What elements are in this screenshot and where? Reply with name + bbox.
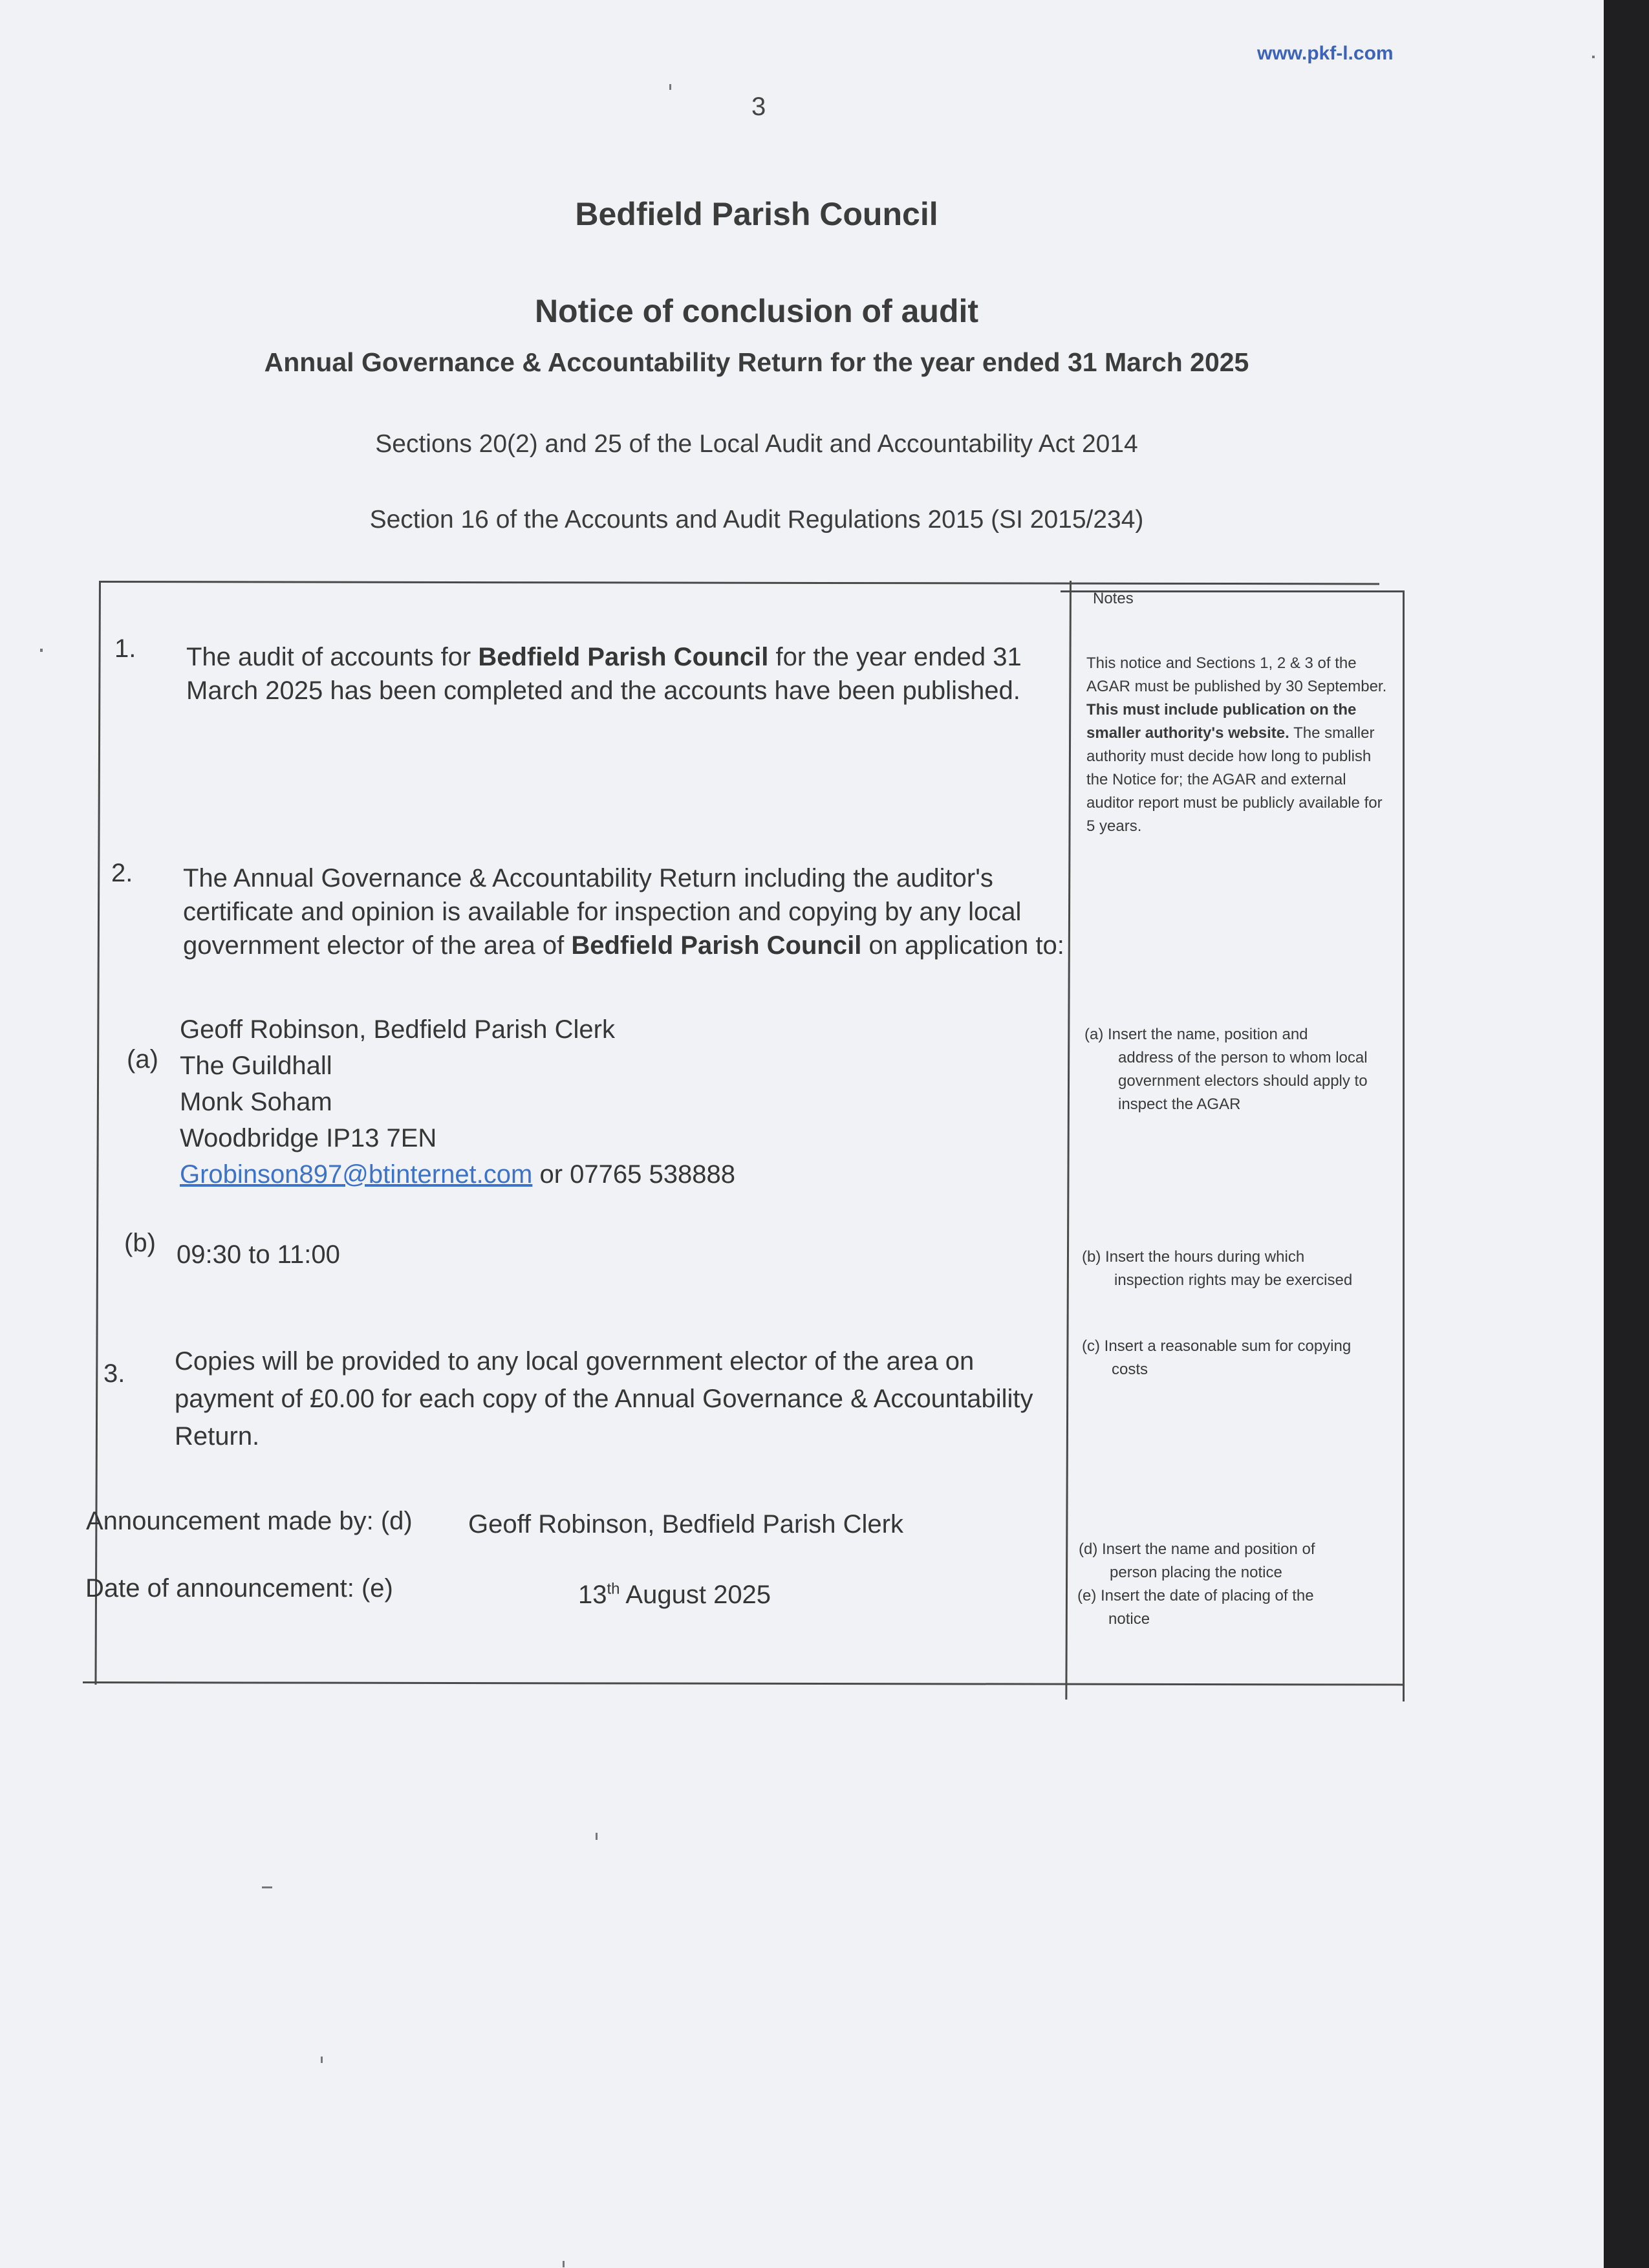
act-reference: Sections 20(2) and 25 of the Local Audit and Accountability Act 2014 <box>375 430 1138 458</box>
council-title: Bedfield Parish Council <box>575 196 938 232</box>
note-a <box>1084 1023 1388 1116</box>
item-3-text: Copies will be provided to any local government elector of the area on payment of £0.00 for each copy of the Annual Governance & Accountability Return. <box>175 1347 1033 1451</box>
scan-speck <box>321 2057 323 2063</box>
note-c <box>1082 1335 1390 1381</box>
item-3-number: 3. <box>103 1359 125 1388</box>
item-2-text-end: on application to: <box>861 931 1064 960</box>
date-month-year: August 2025 <box>620 1581 771 1609</box>
note-e <box>1077 1584 1385 1631</box>
note-b-line1: (b) Insert the hours during which <box>1082 1248 1305 1266</box>
agar-title: Annual Governance & Accountability Return for the year ended 31 March 2025 <box>264 347 1249 377</box>
item-2-council-name: Bedfield Parish Council <box>571 931 862 960</box>
phone-number: or 07765 538888 <box>532 1160 735 1189</box>
scan-speck <box>1592 56 1595 58</box>
scan-speck <box>262 1886 272 1888</box>
website-url: www.pkf-l.com <box>1257 43 1394 64</box>
date-day: 13 <box>578 1581 607 1609</box>
page-number: 3 <box>751 92 766 121</box>
note-e-line1: (e) Insert the date of placing of the <box>1077 1587 1314 1604</box>
note-e-rest: notice <box>1108 1610 1150 1628</box>
contact-name: Geoff Robinson, Bedfield Parish Clerk <box>180 1015 615 1044</box>
contact-line <box>180 1156 1059 1193</box>
item-2b-label: (b) <box>124 1229 156 1257</box>
regulations-reference: Section 16 of the Accounts and Audit Regulations 2015 (SI 2015/234) <box>369 506 1144 534</box>
scan-edge <box>1604 0 1649 2268</box>
item-2-text-start: The Annual Governance & Accountability Return including the auditor's certificate and opinion is available for inspection and copying by any local government elector of the area of <box>183 864 1022 960</box>
item-1-text-end: for the year ended 31 March 2025 has been completed and the accounts have been published. <box>186 643 1022 705</box>
notes-header: Notes <box>1093 590 1134 607</box>
inspection-hours: 09:30 to 11:00 <box>177 1240 340 1269</box>
note-publication-text: This notice and Sections 1, 2 & 3 of the AGAR must be published by 30 September. <box>1086 654 1387 695</box>
item-1-number: 1. <box>114 634 136 663</box>
notice-title: Notice of conclusion of audit <box>534 293 979 329</box>
item-1-text <box>186 640 1072 707</box>
note-publication-bold: This must include publication on the smaller authority's website. <box>1086 701 1357 742</box>
note-d <box>1079 1538 1386 1584</box>
item-1-text-start: The audit of accounts for <box>186 643 479 671</box>
announcement-label: Announcement made by: (d) <box>86 1507 413 1535</box>
note-publication <box>1086 652 1388 838</box>
scan-speck <box>596 1833 598 1840</box>
note-publication-text-end: The smaller authority must decide how long to publish the Notice for; the AGAR and external auditor report must be publicly available for 5 years. <box>1086 724 1383 835</box>
item-2-text <box>183 861 1069 962</box>
note-c-line1: (c) Insert a reasonable sum for copying <box>1082 1337 1352 1355</box>
scan-speck <box>40 649 43 652</box>
item-2a-label: (a) <box>127 1045 158 1074</box>
scan-speck <box>563 2261 565 2267</box>
note-b <box>1082 1246 1386 1292</box>
table-border-right <box>1403 590 1405 1701</box>
announcement-value: Geoff Robinson, Bedfield Parish Clerk <box>468 1510 903 1539</box>
note-d-line1: (d) Insert the name and position of <box>1079 1540 1315 1558</box>
note-d-rest: person placing the notice <box>1110 1564 1282 1581</box>
announcement-date <box>578 1578 771 1612</box>
address-line-2: Monk Soham <box>180 1088 332 1116</box>
scan-speck <box>669 84 671 90</box>
note-a-rest: address of the person to whom local government electors should apply to inspect the AGAR <box>1118 1049 1368 1113</box>
email-link[interactable]: Grobinson897@btinternet.com <box>180 1160 533 1189</box>
address-line-1: The Guildhall <box>180 1052 332 1080</box>
date-suffix: th <box>607 1580 620 1598</box>
item-1-council-name: Bedfield Parish Council <box>478 643 769 671</box>
note-b-rest: inspection rights may be exercised <box>1114 1271 1353 1289</box>
item-2a-contact <box>180 1011 1059 1193</box>
note-c-rest: costs <box>1112 1361 1148 1378</box>
item-2-number: 2. <box>111 859 133 887</box>
address-line-3: Woodbridge IP13 7EN <box>180 1124 437 1152</box>
date-label: Date of announcement: (e) <box>85 1574 393 1603</box>
note-a-line1: (a) Insert the name, position and <box>1084 1026 1308 1043</box>
